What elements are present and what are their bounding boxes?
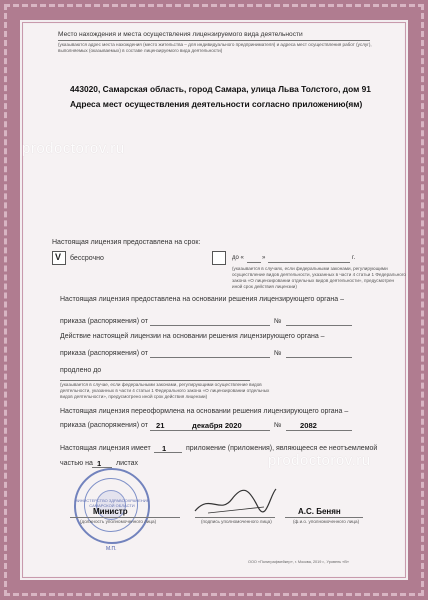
term-note-2: осуществление видов деятельности, указанных в части 4 статьи 1 Федерального bbox=[232, 272, 406, 277]
reissue-number-label: № bbox=[274, 422, 282, 429]
suspension-note-3: видов деятельности», предусмотрено иной срок действия лицензии) bbox=[60, 394, 208, 399]
location-caption-2: выполняемых (оказываемых) в составе лицензируемого вида деятельности) bbox=[58, 48, 223, 53]
signature-scribble bbox=[190, 485, 280, 519]
reissue-number-line bbox=[286, 430, 352, 431]
heading-underline bbox=[58, 40, 370, 41]
unlimited-label: бессрочно bbox=[70, 255, 104, 262]
name-caption: (ф.и.о. уполномоченного лица) bbox=[293, 519, 360, 524]
watermark-bottom: prodoctorov.ru bbox=[268, 452, 371, 469]
reissue-month-year: декабря 2020 bbox=[192, 421, 242, 430]
reissue-label: Настоящая лицензия переоформлена на основании решения лицензирующего органа – bbox=[60, 408, 349, 415]
position-caption: (должность уполномоченного лица) bbox=[80, 519, 157, 524]
basis-order-label: приказа (распоряжения) от bbox=[60, 318, 148, 325]
appendix-count-line bbox=[154, 452, 182, 453]
appendix-count: 1 bbox=[162, 444, 167, 453]
until-label: до « bbox=[232, 255, 244, 261]
location-heading: Место нахождения и места осуществления лицензируемого вида деятельности bbox=[58, 31, 303, 38]
term-note-1: (указывается в случаях, если федеральными законами, регулирующими bbox=[232, 266, 388, 271]
seal-text: МИНИСТЕРСТВО ЗДРАВООХРАНЕНИЯ САМАРСКОЙ ОБЛАСТИ bbox=[74, 498, 150, 508]
reissue-day: 21 bbox=[156, 421, 165, 430]
position-line bbox=[70, 517, 180, 518]
term-note-3: закона «О лицензировании отдельных видов деятельности», предусмотрен bbox=[232, 278, 395, 283]
watermark-top: prodoctorov.ru bbox=[22, 140, 125, 157]
signer-name: А.С. Бенян bbox=[298, 507, 341, 516]
basis-number-label: № bbox=[274, 318, 282, 325]
printer-footer: ООО «Полиграфмейкер», г. Москва, 2019 г., Уровень «В» bbox=[248, 560, 349, 564]
basis-number-line bbox=[286, 325, 352, 326]
extended-label: продлено до bbox=[60, 367, 102, 374]
mp-label: М.П. bbox=[106, 546, 117, 552]
suspension-note-1: (указывается в случае, если федеральными законами, регулирующими осуществление видов bbox=[60, 382, 262, 387]
name-line bbox=[285, 517, 363, 518]
reissue-number: 2082 bbox=[300, 421, 317, 430]
reissue-order-label: приказа (распоряжения) от bbox=[60, 422, 148, 429]
signature-caption: (подпись уполномоченного лица) bbox=[201, 519, 272, 524]
appendix-sheets-label: листах bbox=[116, 460, 139, 467]
suspension-order-label: приказа (распоряжения) от bbox=[60, 350, 148, 357]
signature-line bbox=[195, 517, 275, 518]
signer-position: Министр bbox=[93, 507, 128, 516]
check-mark: V bbox=[55, 252, 62, 262]
until-checkbox bbox=[212, 251, 226, 265]
location-caption-1: (указываются адрес места нахождения (место жительства – для индивидуального предпринимателя) и адреса мест осуществления работ (услуг), bbox=[58, 42, 372, 47]
term-label: Настоящая лицензия предоставлена на срок: bbox=[52, 239, 201, 246]
suspension-date-line bbox=[150, 357, 270, 358]
address-note: Адреса мест осуществления деятельности согласно приложению(ям) bbox=[70, 99, 363, 109]
suspension-number-line bbox=[286, 357, 352, 358]
basis-label: Настоящая лицензия предоставлена на основании решения лицензирующего органа – bbox=[60, 296, 345, 303]
term-note-4: иной срок действия лицензии) bbox=[232, 284, 297, 289]
until-month-line bbox=[268, 262, 350, 263]
suspension-label: Действие настоящей лицензии на основании решения лицензирующего органа – bbox=[60, 333, 325, 340]
unlimited-checkbox bbox=[52, 251, 66, 265]
official-seal bbox=[74, 468, 150, 544]
suspension-number-label: № bbox=[274, 350, 282, 357]
extended-line bbox=[60, 380, 250, 381]
until-quote-close: » bbox=[262, 255, 266, 261]
license-address: 443020, Самарская область, город Самара, улица Льва Толстого, дом 91 bbox=[70, 84, 371, 94]
basis-date-line bbox=[150, 325, 270, 326]
appendix-part-label: частью на bbox=[60, 460, 93, 467]
reissue-date-line bbox=[150, 430, 270, 431]
until-year-suffix: г. bbox=[352, 255, 356, 261]
appendix-label-start: Настоящая лицензия имеет bbox=[60, 445, 151, 452]
appendix-label-end: приложение (приложения), являющееся ее неотъемлемой bbox=[186, 445, 378, 452]
until-day-line bbox=[247, 262, 261, 263]
appendix-sheets: 1 bbox=[97, 459, 102, 468]
suspension-note-2: деятельности, указанных в части 4 статьи 1 Федерального закона «О лицензировании отдельных bbox=[60, 388, 270, 393]
